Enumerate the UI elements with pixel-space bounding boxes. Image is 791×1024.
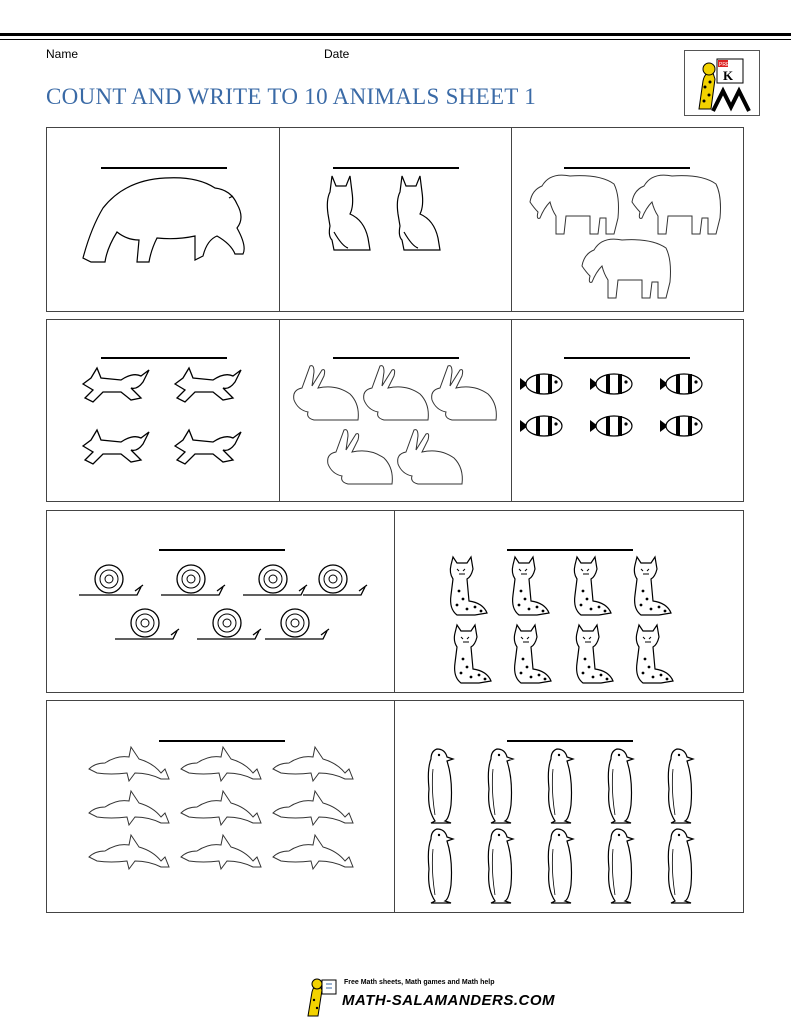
footer-logo[interactable] [300, 976, 556, 1018]
row-4 [46, 700, 744, 913]
bear-icon [47, 128, 280, 313]
panel-cheetahs [395, 511, 743, 692]
row-2 [46, 319, 744, 502]
top-rule-thin [0, 39, 791, 40]
panel-elephants [512, 128, 743, 311]
panel-rabbits [280, 320, 512, 501]
rabbit-icon [280, 320, 512, 503]
logo-badge-letter: K [723, 68, 734, 83]
name-label: Name [46, 47, 79, 61]
cheetah-icon [395, 511, 744, 694]
footer-brand[interactable]: MATH-SALAMANDERS.COM [342, 992, 556, 1009]
panel-frogs [47, 320, 280, 501]
prek-logo [684, 50, 760, 116]
salamander-icon [300, 976, 340, 1018]
page-title: COUNT AND WRITE TO 10 ANIMALS SHEET 1 [46, 84, 537, 109]
penguin-icon [395, 701, 744, 914]
logo-badge-top: PRE [719, 62, 730, 68]
panel-snails [47, 511, 395, 692]
panel-bears [47, 128, 280, 311]
clownfish-icon [512, 320, 743, 503]
date-label: Date [324, 47, 350, 61]
panel-penguins [395, 701, 743, 912]
elephant-icon [512, 128, 743, 313]
frog-icon [47, 320, 280, 503]
row-3 [46, 510, 744, 693]
footer-tagline: Free Math sheets, Math games and Math help [344, 979, 495, 986]
panel-cats [280, 128, 512, 311]
dolphin-icon [47, 701, 396, 914]
row-1 [46, 127, 744, 312]
top-rule [0, 33, 791, 36]
snail-icon [47, 511, 396, 694]
cat-icon [280, 128, 512, 313]
panel-clownfish [512, 320, 743, 501]
panel-dolphins [47, 701, 395, 912]
